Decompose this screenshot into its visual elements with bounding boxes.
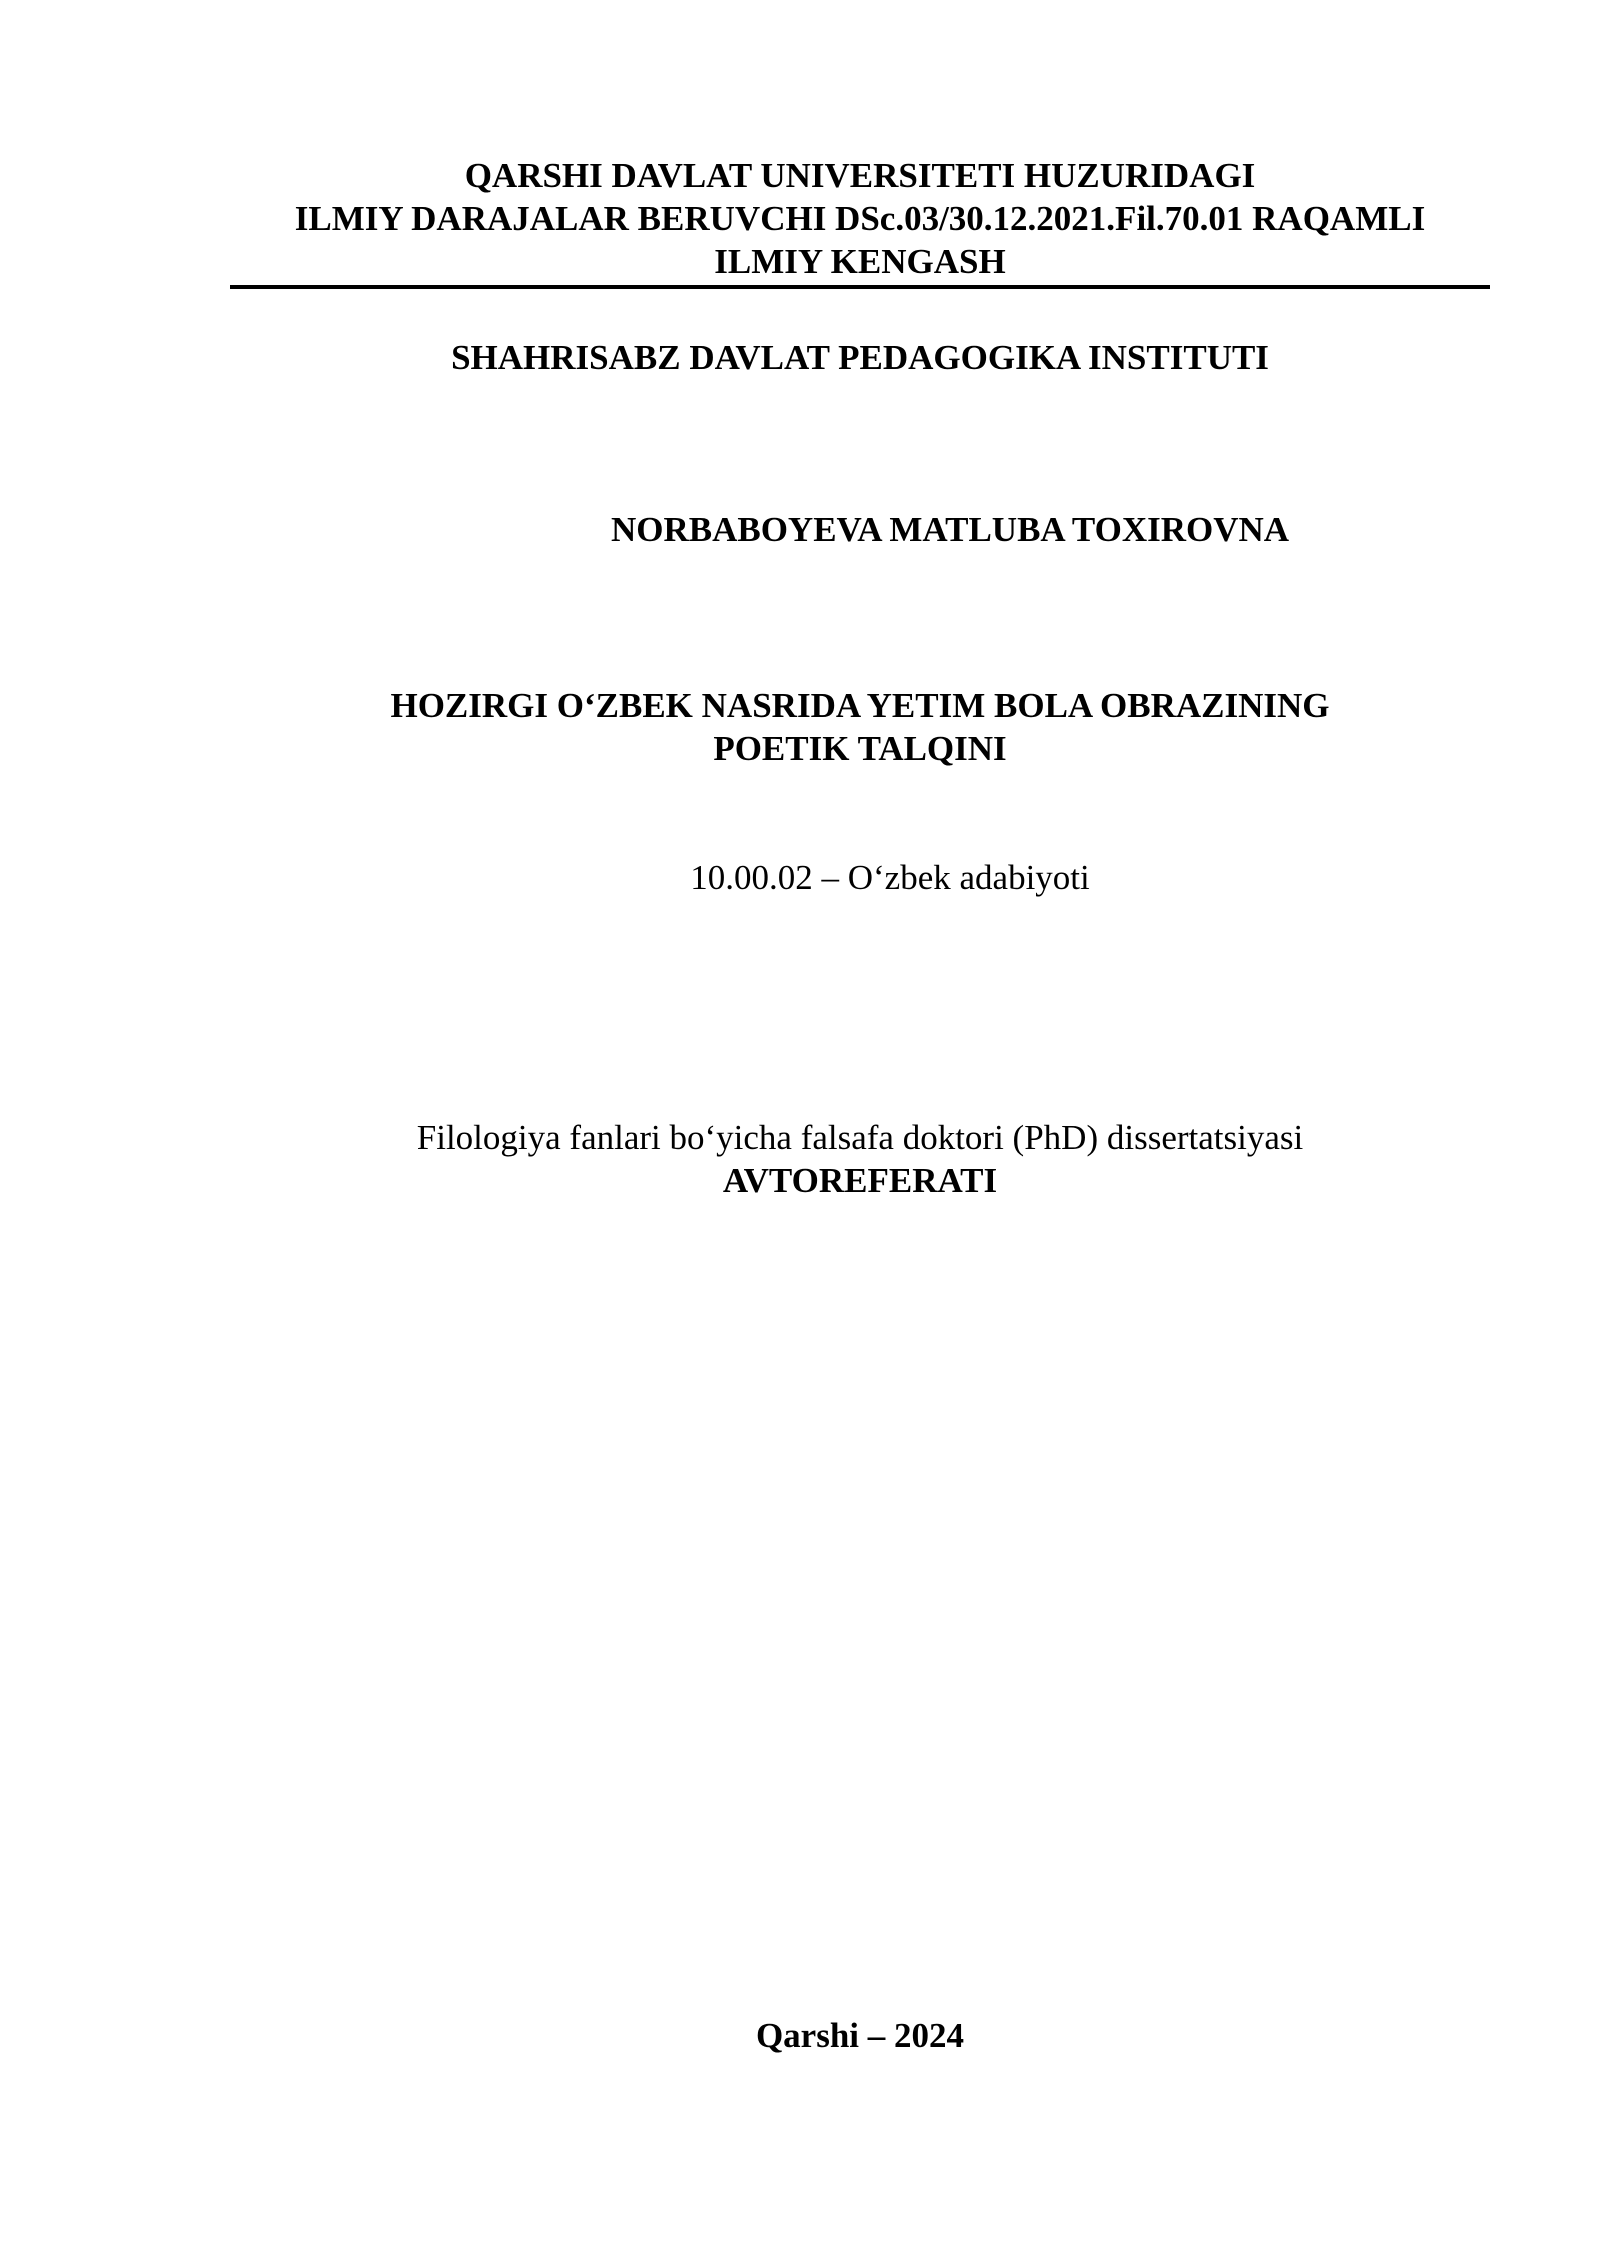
institute-name: SHAHRISABZ DAVLAT PEDAGOGIKA INSTITUTI bbox=[451, 338, 1269, 377]
council-heading bbox=[230, 154, 1490, 283]
author-name: NORBABOYEVA MATLUBA TOXIROVNA bbox=[610, 510, 1290, 549]
council-line: QARSHI DAVLAT UNIVERSITETI HUZURIDAGI bbox=[464, 156, 1256, 195]
place-and-year: Qarshi – 2024 bbox=[755, 2016, 965, 2055]
council-line: ILMIY KENGASH bbox=[714, 242, 1006, 281]
title-line: HOZIRGI O‘ZBEK NASRIDA YETIM BOLA OBRAZINING bbox=[390, 686, 1330, 725]
council-line: ILMIY DARAJALAR BERUVCHI DSc.03/30.12.2021.Fil.70.01 RAQAMLI bbox=[294, 199, 1426, 238]
specialty-code: 10.00.02 – O‘zbek adabiyoti bbox=[690, 858, 1090, 897]
title-line: POETIK TALQINI bbox=[713, 729, 1007, 768]
degree-block bbox=[230, 1116, 1490, 1202]
degree-description: Filologiya fanlari bo‘yicha falsafa doktori (PhD) dissertatsiyasi bbox=[416, 1118, 1304, 1157]
header-divider bbox=[230, 285, 1490, 289]
document-type: AVTOREFERATI bbox=[722, 1161, 998, 1200]
dissertation-title bbox=[330, 684, 1390, 770]
